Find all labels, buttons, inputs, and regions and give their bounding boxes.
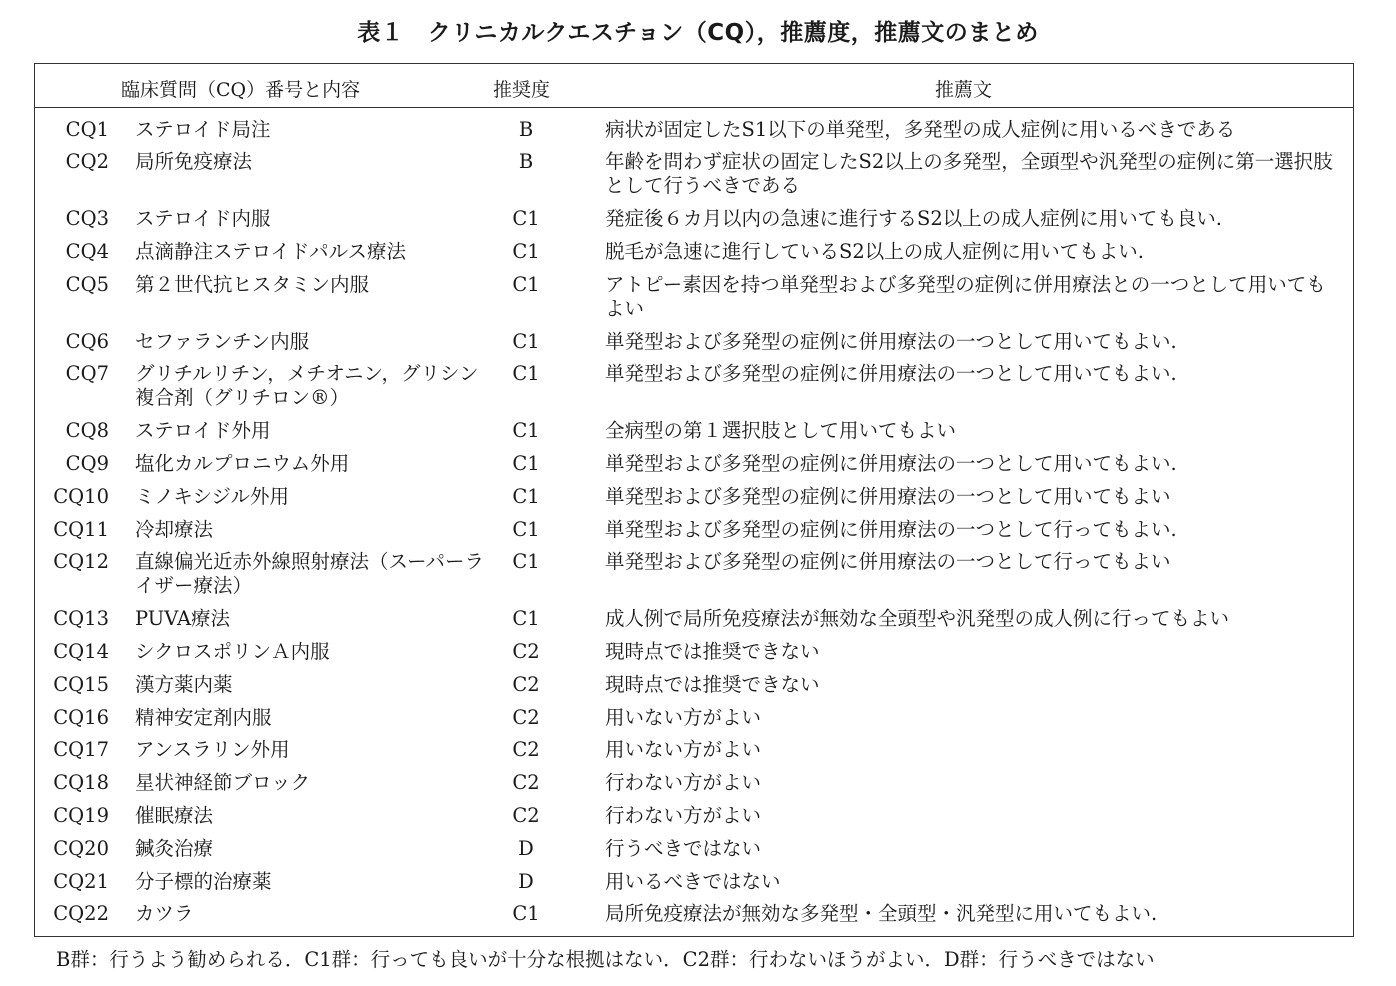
recommendation-grade: C1 xyxy=(512,240,540,263)
recommendation-grade: C2 xyxy=(512,738,540,761)
cq-content: ステロイド局注 xyxy=(135,118,271,141)
cq-number: CQ12 xyxy=(53,550,109,573)
cq-content: ステロイド内服 xyxy=(135,207,271,230)
cq-content: ステロイド外用 xyxy=(135,419,271,442)
cq-content: 催眠療法 xyxy=(135,804,214,827)
recommendation-grade: C1 xyxy=(512,452,540,475)
cq-number: CQ13 xyxy=(53,607,109,630)
cq-content: 直線偏光近赤外線照射療法（スーパーライザー療法） xyxy=(135,550,485,597)
recommendation-grade: C1 xyxy=(512,362,540,385)
recommendation-grade: C1 xyxy=(512,485,540,508)
recommendation-text: 行わない方がよい xyxy=(605,804,762,827)
cq-number: CQ22 xyxy=(53,902,109,925)
recommendation-text: 用いない方がよい xyxy=(605,738,762,761)
cq-content: 星状神経節ブロック xyxy=(135,771,311,794)
recommendation-text: 行わない方がよい xyxy=(605,771,762,794)
recommendation-text: 単発型および多発型の症例に併用療法の一つとして用いてもよい. xyxy=(605,452,1177,475)
recommendation-text: 脱毛が急速に進行しているS2以上の成人症例に用いてもよい. xyxy=(605,240,1144,263)
recommendation-grade: C1 xyxy=(512,330,540,353)
cq-content: 分子標的治療薬 xyxy=(135,870,272,893)
recommendation-grade: B xyxy=(518,150,534,173)
recommendation-grade: C2 xyxy=(512,771,540,794)
recommendation-text: 単発型および多発型の症例に併用療法の一つとして用いてもよい xyxy=(605,485,1171,508)
recommendation-grade: C1 xyxy=(512,550,540,573)
cq-content: 第２世代抗ヒスタミン内服 xyxy=(135,273,370,296)
cq-number: CQ6 xyxy=(65,330,109,353)
cq-number: CQ16 xyxy=(53,706,109,729)
recommendation-text: 単発型および多発型の症例に併用療法の一つとして行ってもよい. xyxy=(605,518,1177,541)
recommendation-grade: C2 xyxy=(512,673,540,696)
cq-number: CQ20 xyxy=(53,837,109,860)
cq-content: カツラ xyxy=(135,902,194,925)
cq-number: CQ4 xyxy=(65,240,109,263)
recommendation-grade: C1 xyxy=(512,518,540,541)
cq-content: シクロスポリンＡ内服 xyxy=(135,640,330,663)
recommendation-text: 病状が固定したS1以下の単発型，多発型の成人症例に用いるべきである xyxy=(605,118,1236,141)
cq-content: 塩化カルプロニウム外用 xyxy=(135,452,350,475)
header-recommendation: 推薦文 xyxy=(935,79,993,101)
recommendation-grade: C2 xyxy=(512,804,540,827)
recommendation-grade: D xyxy=(518,870,534,893)
recommendation-text: 単発型および多発型の症例に併用療法の一つとして用いてもよい. xyxy=(605,362,1177,385)
recommendation-text: 現時点では推奨できない xyxy=(605,640,820,663)
recommendation-text: 年齢を問わず症状の固定したS2以上の多発型，全頭型や汎発型の症例に第一選択肢として行うべきである xyxy=(605,150,1333,197)
cq-number: CQ5 xyxy=(65,273,109,296)
recommendation-grade: C1 xyxy=(512,273,540,296)
cq-content: 冷却療法 xyxy=(135,518,214,541)
cq-content: アンスラリン外用 xyxy=(135,738,290,761)
cq-number: CQ3 xyxy=(65,207,109,230)
cq-number: CQ11 xyxy=(53,518,109,541)
cq-content: グリチルリチン，メチオニン，グリシン複合剤（グリチロン®） xyxy=(135,362,479,409)
cq-number: CQ17 xyxy=(53,738,109,761)
recommendation-grade: B xyxy=(518,118,534,141)
recommendation-grade: C2 xyxy=(512,640,540,663)
recommendation-text: 行うべきではない xyxy=(605,837,762,860)
cq-number: CQ2 xyxy=(65,150,109,173)
recommendation-text: 成人例で局所免疫療法が無効な全頭型や汎発型の成人例に行ってもよい xyxy=(605,607,1230,630)
cq-number: CQ1 xyxy=(65,118,109,141)
table-title: 表１ クリニカルクエスチョン（CQ），推薦度，推薦文のまとめ xyxy=(357,20,1039,46)
cq-content: 点滴静注ステロイドパルス療法 xyxy=(135,240,407,263)
cq-content: セファランチン内服 xyxy=(135,330,310,353)
grade-footnote: B群：行うよう勧められる．C1群：行っても良いが十分な根拠はない．C2群：行わないほうがよい．D群：行うべきではない xyxy=(56,948,1155,971)
recommendation-grade: C1 xyxy=(512,607,540,630)
recommendation-grade: C1 xyxy=(512,207,540,230)
cq-number: CQ15 xyxy=(53,673,109,696)
cq-number: CQ10 xyxy=(53,485,109,508)
recommendation-text: 単発型および多発型の症例に併用療法の一つとして用いてもよい. xyxy=(605,330,1177,353)
cq-content: 局所免疫療法 xyxy=(135,150,253,173)
recommendation-table xyxy=(34,63,1354,937)
cq-number: CQ18 xyxy=(53,771,109,794)
recommendation-text: 単発型および多発型の症例に併用療法の一つとして行ってもよい xyxy=(605,550,1171,573)
recommendation-text: アトピー素因を持つ単発型および多発型の症例に併用療法との一つとして用いてもよい xyxy=(605,273,1326,320)
cq-number: CQ21 xyxy=(53,870,109,893)
cq-content: 漢方薬内薬 xyxy=(135,673,233,696)
cq-content: 精神安定剤内服 xyxy=(135,706,272,729)
recommendation-grade: C2 xyxy=(512,706,540,729)
cq-number: CQ19 xyxy=(53,804,109,827)
cq-number: CQ8 xyxy=(65,419,109,442)
recommendation-grade: C1 xyxy=(512,419,540,442)
recommendation-text: 全病型の第１選択肢として用いてもよい xyxy=(605,419,957,442)
recommendation-grade: D xyxy=(518,837,534,860)
cq-content: 鍼灸治療 xyxy=(135,837,214,860)
header-grade: 推奨度 xyxy=(493,79,551,101)
cq-content: ミノキシジル外用 xyxy=(135,485,290,508)
recommendation-text: 用いない方がよい xyxy=(605,706,762,729)
cq-number: CQ14 xyxy=(53,640,109,663)
recommendation-text: 発症後６カ月以内の急速に進行するS2以上の成人症例に用いても良い. xyxy=(605,207,1222,230)
cq-content: PUVA療法 xyxy=(135,607,231,630)
recommendation-text: 局所免疫療法が無効な多発型・全頭型・汎発型に用いてもよい. xyxy=(605,902,1158,925)
table-header xyxy=(35,64,1353,108)
header-question: 臨床質問（CQ）番号と内容 xyxy=(121,79,361,101)
recommendation-text: 現時点では推奨できない xyxy=(605,673,820,696)
recommendation-grade: C1 xyxy=(512,902,540,925)
cq-number: CQ9 xyxy=(65,452,109,475)
recommendation-text: 用いるべきではない xyxy=(605,870,781,893)
cq-number: CQ7 xyxy=(65,362,109,385)
